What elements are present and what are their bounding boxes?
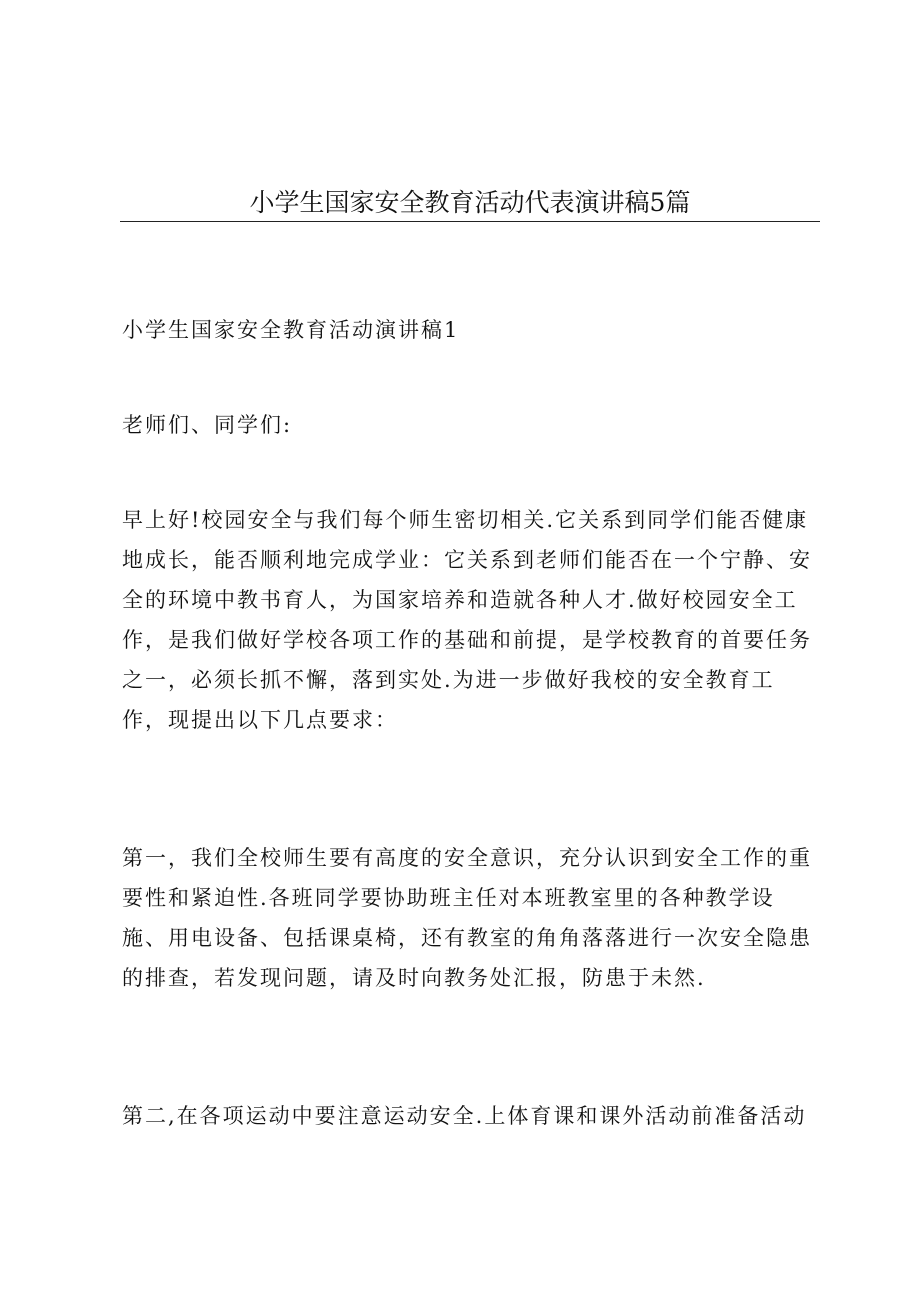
speech-heading: 小学生国家安全教育活动演讲稿1 [122,318,460,342]
paragraph-line: 全的环境中教书育人，为国家培养和造就各种人才.做好校园安全工 [122,588,798,612]
paragraph-line: 要性和紧迫性.各班同学要协助班主任对本班教室里的各种教学设 [122,886,775,910]
paragraph-second-point [122,1096,822,1136]
paragraph-greeting [122,500,822,740]
paragraph-line: 早上好!校园安全与我们每个师生密切相关.它关系到同学们能否健康 [122,508,809,532]
paragraph-line: 之一，必须长抓不懈，落到实处.为进一步做好我校的安全教育工 [122,668,775,692]
title-underline [120,221,820,222]
paragraph-line: 地成长，能否顺利地完成学业：它关系到老师们能否在一个宁静、安 [122,548,812,572]
paragraph-line: 施、用电设备、包括课桌椅，还有教室的角角落落进行一次安全隐患 [122,926,812,950]
document-title: 小学生国家安全教育活动代表演讲稿5篇 [249,188,691,217]
paragraph-first-point [122,838,822,998]
paragraph-line: 第一，我们全校师生要有高度的安全意识，充分认识到安全工作的重 [122,846,812,870]
paragraph-line: 作，现提出以下几点要求： [122,708,398,732]
paragraph-line: 的排查，若发现问题，请及时向教务处汇报，防患于未然. [122,966,706,990]
paragraph-line: 第二,在各项运动中要注意运动安全.上体育课和课外活动前准备活动 [122,1104,807,1128]
salutation: 老师们、同学们: [122,413,293,437]
paragraph-line: 作，是我们做好学校各项工作的基础和前提，是学校教育的首要任务 [122,628,812,652]
